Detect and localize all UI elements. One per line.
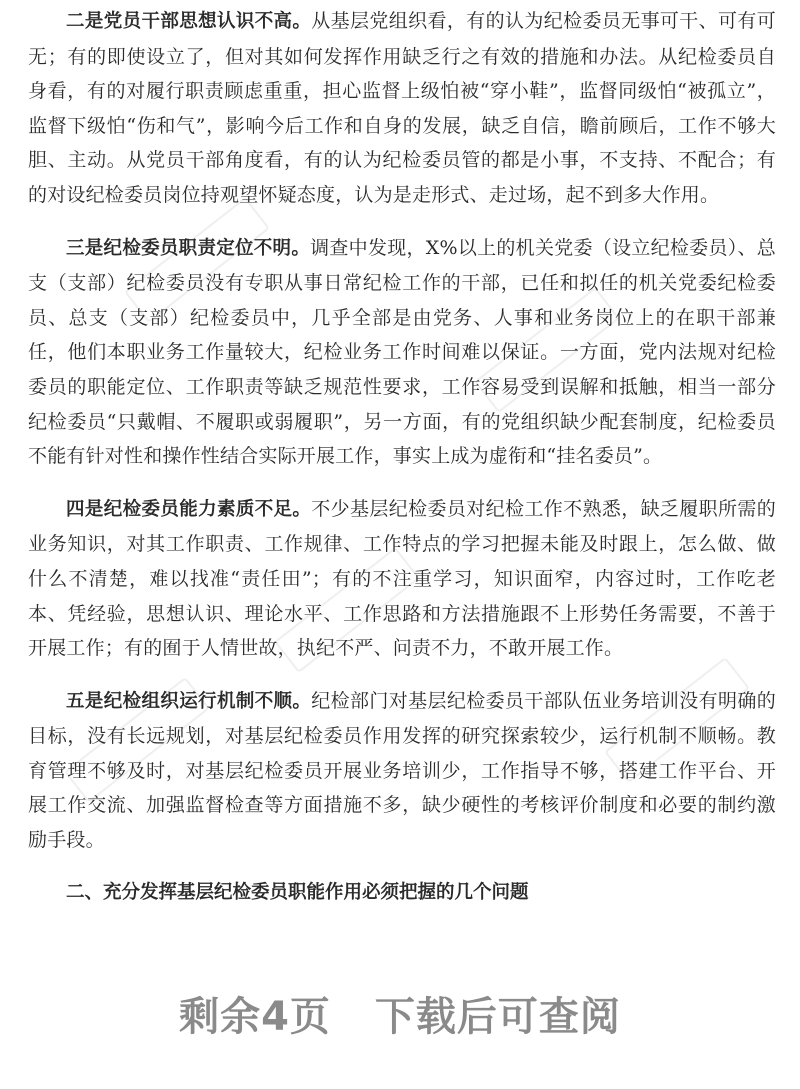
paragraph (28, 684, 776, 858)
download-to-view-text: 下载后可查阅 (374, 994, 621, 1040)
paragraph-body: 纪检部门对基层纪检委员干部队伍业务培训没有明确的目标，没有长远规划，对基层纪检委员作用发挥的研究探索较少，运行机制不顺畅。教育管理不够及时，对基层纪检委员开展业务培训少，工作指导不够，搭建工作平台、开展工作交流、加强监督检查等方面措施不多，缺少硬性的考核评价制度和必要的制约激励手段。 (28, 689, 776, 852)
paragraph-lead: 五是纪检组织运行机制不顺。 (66, 690, 312, 712)
section-heading: 二、充分发挥基层纪检委员职能作用必须把握的几个问题 (66, 881, 529, 903)
paragraph-body: 不少基层纪检委员对纪检工作不熟悉，缺乏履职所需的业务知识，对其工作职责、工作规律、工作特点的学习把握未能及时跟上，怎么做、做什么不清楚，难以找准“责任田”；有的不注重学习，知识面窄，内容过时，工作吃老本、凭经验，思想认识、理论水平、工作思路和方法措施跟不上形势任务需要，不善于开展工作；有的囿于人情世故，执纪不严、问责不力，不敢开展工作。 (28, 497, 776, 660)
paragraph-lead: 三是纪检委员职责定位不明。 (66, 237, 311, 259)
paragraph (28, 231, 776, 474)
document-body (28, 0, 776, 910)
paragraph (28, 4, 776, 213)
paragraph-lead: 二是党员干部思想认识不高。 (66, 11, 312, 32)
paragraph-lead: 四是纪检委员能力素质不足。 (66, 498, 312, 520)
paragraph-body: 调查中发现，X%以上的机关党委（设立纪检委员）、总支（支部）纪检委员没有专职从事日常纪检工作的干部，已任和拟任的机关党委纪检委员、总支（支部）纪检委员中，几乎全部是由党务、人事和业务岗位上的在职干部兼任，他们本职业务工作量较大，纪检业务工作时间难以保证。一方面，党内法规对纪检委员的职能定位、工作职责等缺乏规范性要求，工作容易受到误解和抵触，相当一部分纪检委员“只戴帽、不履职或弱履职”，另一方面，有的党组织缺少配套制度，纪检委员不能有针对性和操作性结合实际开展工作，事实上成为虚衔和“挂名委员”。 (28, 236, 776, 468)
remaining-pages-text: 剩余4页 (179, 994, 331, 1040)
paragraph-body: 从基层党组织看，有的认为纪检委员无事可干、可有可无；有的即使设立了，但对其如何发挥作用缺乏行之有效的措施和办法。从纪检委员自身看，有的对履行职责顾虑重重，担心监督上级怕被“穿小鞋”，监督同级怕“被孤立”，监督下级怕“伤和气”，影响今后工作和自身的发展，缺乏自信，瞻前顾后，工作不够大胆、主动。从党员干部角度看，有的认为纪检委员管的都是小事，不支持、不配合；有的对设纪检委员岗位持观望怀疑态度，认为是走形式、走过场，起不到多大作用。 (28, 10, 776, 206)
download-prompt-banner[interactable] (0, 985, 800, 1042)
paragraph (28, 492, 776, 666)
